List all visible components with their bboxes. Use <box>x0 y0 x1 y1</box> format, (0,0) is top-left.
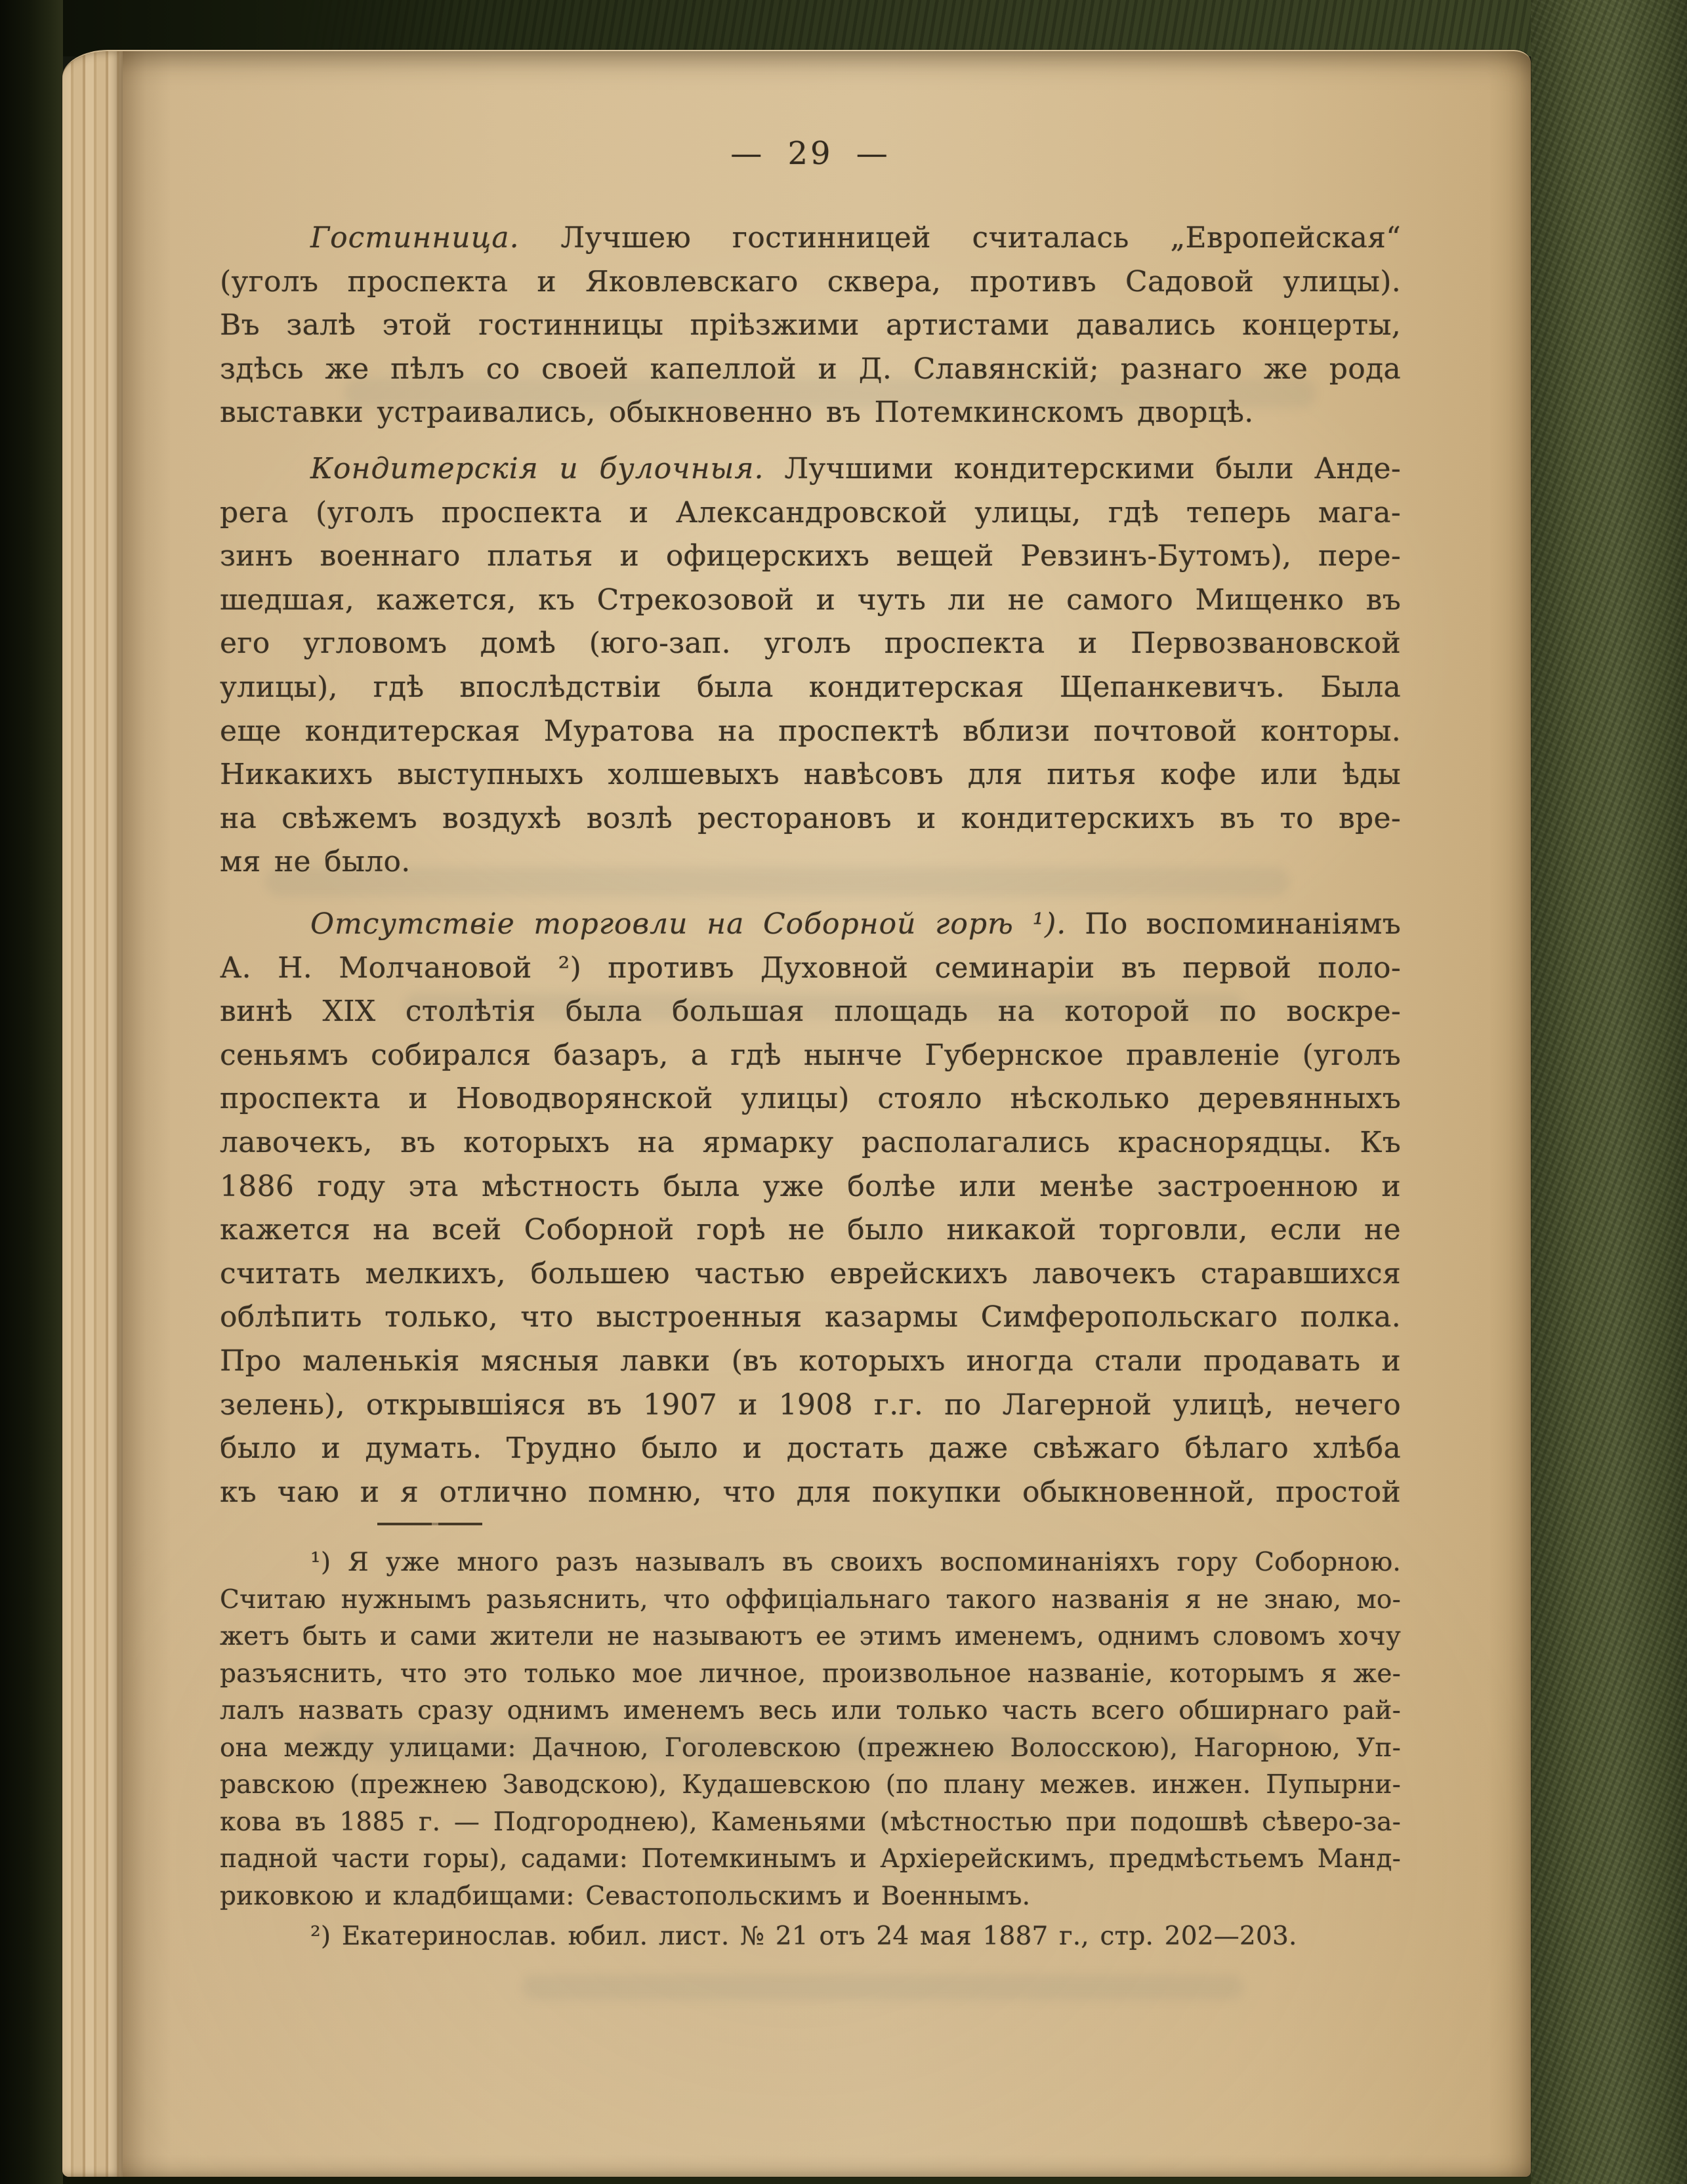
text-line: здѣсь же пѣлъ со своей капеллой и Д. Славянскій; разнаго же рода <box>220 352 1401 386</box>
text-line: было и думать. Трудно было и достать даже свѣжаго бѣлаго хлѣба <box>220 1432 1401 1466</box>
text-line: сеньямъ собирался базаръ, а гдѣ нынче Губернское правленіе (уголъ <box>220 1038 1401 1072</box>
text-line: мя не было. <box>220 845 411 879</box>
text-line: проспекта и Новодворянской улицы) стояло нѣсколько деревянныхъ <box>220 1082 1401 1116</box>
text-line: кажется на всей Соборной горѣ не было никакой торговли, если не <box>220 1213 1401 1247</box>
text-line: считать мелкихъ, большею частью еврейскихъ лавочекъ старавшихся <box>220 1256 1401 1290</box>
text-line: Гостинница. Лучшею гостинницей считалась „Европейская“ <box>310 221 1401 255</box>
text-line: ¹) Я уже много разъ называлъ въ своихъ воспоминаніяхъ гору Соборною. <box>310 1548 1401 1577</box>
text-line: облѣпить только, что выстроенныя казармы Симферопольскаго полка. <box>220 1300 1401 1334</box>
text-line: винѣ XIX столѣтія была большая площадь на которой по воскре- <box>220 995 1401 1029</box>
text-line: зинъ военнаго платья и офицерскихъ вещей Ревзинъ-Бутомъ), пере- <box>220 539 1401 573</box>
text-line: его угловомъ домѣ (юго-зап. уголъ проспекта и Первозвановской <box>220 627 1401 661</box>
text-line: риковкою и кладбищами: Севастопольскимъ и Военнымъ. <box>220 1881 1031 1911</box>
text-line: Про маленькія мясныя лавки (въ которыхъ иногда стали продавать и <box>220 1344 1401 1378</box>
text-line: кова въ 1885 г. — Подгороднею), Каменьями (мѣстностью при подошвѣ сѣверо-за- <box>220 1807 1401 1837</box>
paragraph <box>220 447 1401 884</box>
page-crease <box>123 51 171 2177</box>
text-line: Отсутствіе торговли на Соборной горѣ ¹). По воспоминаніямъ <box>310 907 1401 941</box>
text-block <box>220 51 1401 2177</box>
text-line: она между улицами: Дачною, Гоголевскою (прежнею Волосскою), Нагорною, Уп- <box>220 1733 1401 1763</box>
text-line: зелень), открывшіяся въ 1907 и 1908 г.г. по Лагерной улицѣ, нечего <box>220 1388 1401 1422</box>
paragraph-lead: Гостинница. <box>310 221 520 255</box>
text-line: лавочекъ, въ которыхъ на ярмарку располагались краснорядцы. Къ <box>220 1125 1401 1159</box>
text-line: Въ залѣ этой гостинницы пріѣзжими артистами давались концерты, <box>220 308 1401 342</box>
text-line: улицы), гдѣ впослѣдствіи была кондитерская Щепанкевичъ. Была <box>220 670 1401 704</box>
book-cover-top-shadow <box>0 0 472 56</box>
text-line: рега (уголъ проспекта и Александровской улицы, гдѣ теперь мага- <box>220 495 1401 529</box>
text-line: падной части горы), садами: Потемкинымъ и Архіерейскимъ, предмѣстьемъ Манд- <box>220 1844 1401 1874</box>
text-line: А. Н. Молчановой ²) противъ Духовной семинаріи въ первой поло- <box>220 951 1401 985</box>
book-spine-gutter <box>0 0 63 2184</box>
text-line: шедшая, кажется, къ Стрекозовой и чуть ли не самого Мищенко въ <box>220 583 1401 617</box>
paragraph-lead: Отсутствіе торговли на Соборной горѣ ¹). <box>310 907 1067 941</box>
page-number: — 29 — <box>730 135 890 172</box>
text-line: Кондитерскія и булочныя. Лучшими кондитерскими были Анде- <box>310 452 1401 485</box>
text-line: ²) Екатеринослав. юбил. лист. № 21 отъ 24 мая 1887 г., стр. 202—203. <box>310 1922 1297 1951</box>
page-stack-edges <box>62 51 123 2177</box>
book-cover-right <box>1531 0 1687 2184</box>
text-line: (уголъ проспекта и Яковлевскаго сквера, противъ Садовой улицы). <box>220 264 1401 299</box>
text-line: еще кондитерская Муратова на проспектѣ вблизи почтовой конторы. <box>220 714 1401 748</box>
text-line: выставки устраивались, обыкновенно въ Потемкинскомъ дворцѣ. <box>220 396 1254 430</box>
text-line: 1886 году эта мѣстность была уже болѣе или менѣе застроенною и <box>220 1169 1401 1203</box>
footnote-separator <box>377 1523 482 1525</box>
paragraph <box>220 216 1401 435</box>
paragraph-lead: Кондитерскія и булочныя. <box>310 452 764 485</box>
text-line: разъяснить, что это только мое личное, произвольное названіе, которымъ я же- <box>220 1659 1401 1689</box>
paragraph <box>220 903 1401 1514</box>
text-line: жетъ быть и сами жители не называютъ ее этимъ именемъ, однимъ словомъ хочу <box>220 1622 1401 1651</box>
footnote <box>220 1544 1401 1915</box>
text-line: лалъ назвать сразу однимъ именемъ весь или только часть всего обширнаго рай- <box>220 1696 1401 1725</box>
page <box>62 50 1531 2177</box>
text-line: равскою (прежнею Заводскою), Кудашевскою (по плану межев. инжен. Пупырни- <box>220 1770 1401 1800</box>
footnote <box>220 1918 1401 1956</box>
text-line: Считаю нужнымъ разьяснить, что оффиціальнаго такого названія я не знаю, мо- <box>220 1584 1401 1615</box>
text-line: Никакихъ выступныхъ холшевыхъ навѣсовъ для питья кофе или ѣды <box>220 758 1401 792</box>
text-line: къ чаю и я отлично помню, что для покупки обыкновенной, простой <box>220 1475 1401 1509</box>
text-line: на свѣжемъ воздухѣ возлѣ ресторановъ и кондитерскихъ въ то вре- <box>220 801 1401 835</box>
